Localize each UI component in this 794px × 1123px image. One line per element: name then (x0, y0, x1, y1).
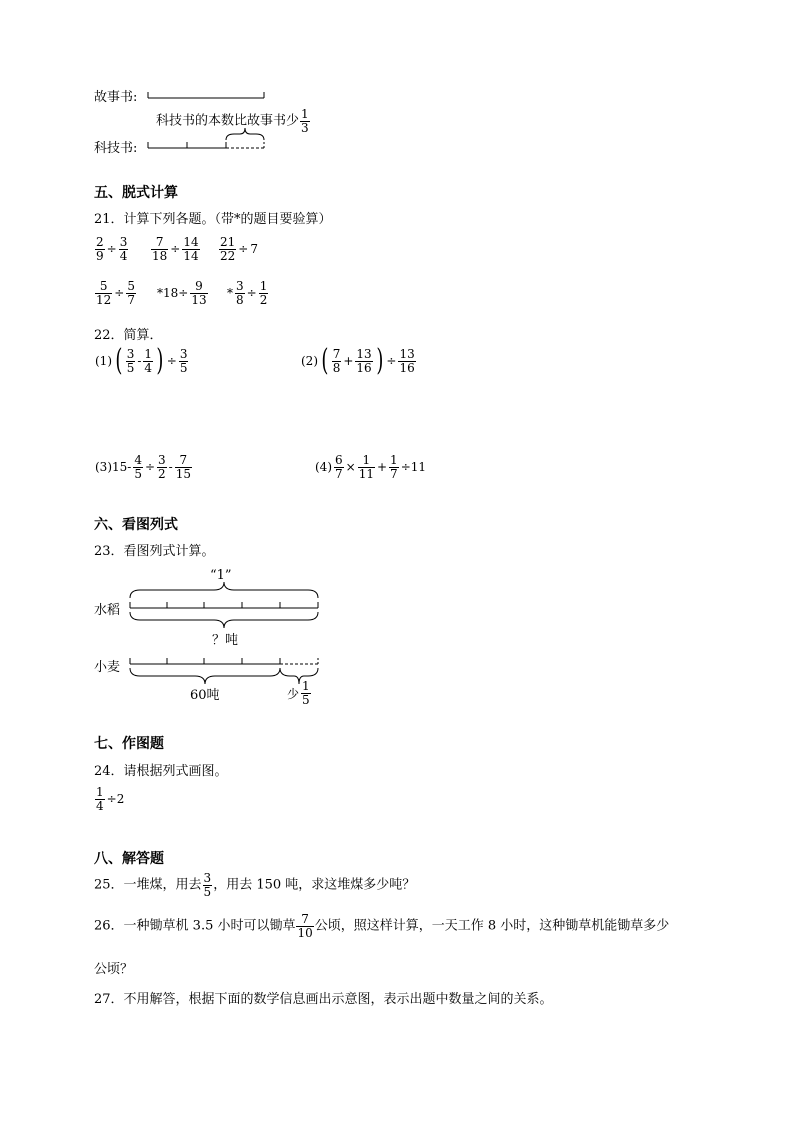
sixty-tons-label: 60吨 (190, 688, 220, 703)
q22-part-1: (1) ( $\frac{3}{5}$ - $\frac{1}{4}$ ) ÷ $\frac{3}{5}$ (95, 343, 188, 378)
less-fifth-label: 少 $\frac{1}{5}$ (287, 679, 310, 707)
question-tons-label: ？吨 (212, 633, 239, 648)
q21-expr-6: * $\frac{3}{8}$ ÷ $\frac{1}{2}$ (227, 279, 268, 307)
q21-text: 21．计算下列各题。（带*的题目要验算） (94, 212, 332, 227)
diagram-note: 科技书的本数比故事书少 $\frac{1}{3}$ (156, 107, 309, 135)
q25-text: 25．一堆煤，用去 $\frac{3}{5}$ ，用去 150 吨，求这堆煤多少吨？ (94, 871, 416, 899)
q26-text-line2: 公顷？ (94, 962, 134, 977)
q21-expr-5: *18÷ $\frac{9}{13}$ (157, 279, 207, 307)
rice-label: 水稻 (94, 603, 121, 618)
q21-expr-2: $\frac{7}{18}$ ÷ $\frac{14}{14}$ (152, 235, 199, 263)
q26-text: 26．一种锄草机 3.5 小时可以锄草 $\frac{7}{10}$ 公顷，照这样计算，一天工作 8 小时，这种锄草机能锄草多少 (94, 912, 670, 940)
q22-part-4: (4) $\frac{6}{7}$ × $\frac{1}{11}$ + $\frac{1}{7}$ ÷11 (315, 453, 427, 481)
q21-expr-4: $\frac{5}{12}$ ÷ $\frac{5}{7}$ (96, 279, 135, 307)
section-7-title: 七、作图题 (94, 736, 164, 752)
q24-expr: $\frac{1}{4}$ ÷2 (96, 785, 125, 813)
q24-text: 24．请根据列式画图。 (94, 764, 228, 779)
wheat-label: 小麦 (94, 660, 121, 675)
story-book-label: 故事书: (94, 90, 138, 105)
section-5-title: 五、脱式计算 (94, 185, 178, 201)
unit-one-label: “1” (210, 568, 232, 583)
q22-part-3: (3)15- $\frac{4}{5}$ ÷ $\frac{3}{2}$ - $\frac{7}{15}$ (95, 453, 192, 481)
section-6-title: 六、看图列式 (94, 517, 178, 533)
q27-text: 27．不用解答，根据下面的数学信息画出示意图，表示出题中数量之间的关系。 (94, 992, 553, 1007)
section-8-title: 八、解答题 (94, 851, 164, 867)
tech-book-label: 科技书: (94, 141, 138, 156)
q21-expr-1: $\frac{2}{9}$ ÷ $\frac{3}{4}$ (96, 235, 128, 263)
q22-text: 22．简算． (94, 328, 163, 343)
q23-text: 23．看图列式计算。 (94, 544, 215, 559)
q22-part-2: (2) ( $\frac{7}{8}$ + $\frac{13}{16}$ ) ÷ $\frac{13}{16}$ (301, 343, 415, 378)
q21-expr-3: $\frac{21}{22}$ ÷ 7 (220, 235, 258, 263)
